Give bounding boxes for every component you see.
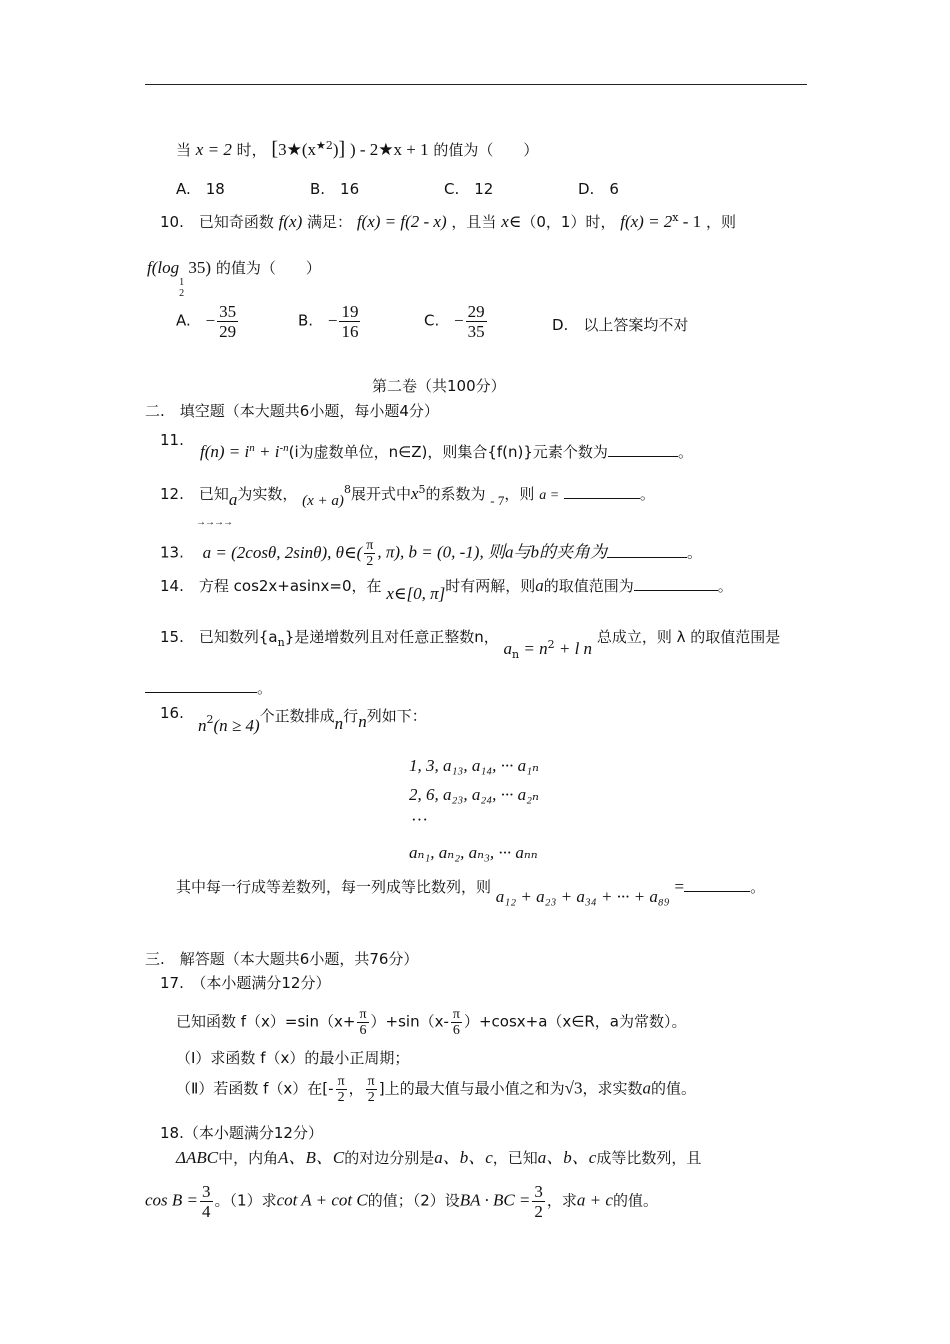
q15-t1: }是递增数列且对任意正整数n， (284, 628, 499, 646)
q18-dot-num: 3 (534, 1182, 543, 1201)
section2-heading: 二. 填空题（本大题共6小题，每小题4分） (145, 402, 439, 420)
q9-when: 时， (236, 141, 267, 159)
q17-frac-2 (451, 1007, 462, 1038)
q18-sides-2: a、b、c (537, 1148, 597, 1167)
q16-matrix-row-3: ··· (411, 810, 428, 829)
q10-option-c (424, 302, 489, 341)
q17-frac-1 (357, 1007, 368, 1038)
q18-l2a: 。（1）求 (214, 1191, 277, 1210)
q18-sides: a、b、c (434, 1148, 493, 1167)
q18-l2b: 的值；（2）设 (367, 1191, 460, 1210)
q10-log: f(log (147, 258, 180, 277)
q16-end: 。 (750, 878, 766, 896)
q10-x-in: x∈ (501, 212, 522, 231)
q10-option-b-num: 19 (341, 302, 359, 321)
q10-option-c-num: 29 (467, 302, 485, 321)
q10-line2-tail: 的值为（ ） (215, 259, 321, 277)
minus-sign: − (205, 310, 216, 330)
q18-l1b: 中，内角 (218, 1149, 279, 1167)
q12-label: 12. 已知 (160, 485, 229, 503)
q18-l1h: 成等比数列，且 (596, 1149, 702, 1167)
q10-option-a-num: 35 (219, 302, 237, 321)
q13-answer-blank[interactable] (607, 557, 687, 558)
q16-stem (198, 706, 427, 736)
q12-coef: - 7 (490, 493, 505, 508)
q18-l1d: 的对边分别是 (344, 1149, 435, 1167)
q10-log-base (179, 277, 184, 299)
q9-expr-right: ) - 2★x + 1 (349, 140, 429, 159)
q14-t2: 的取值范围为 (543, 577, 634, 595)
q10-option-c-frac (466, 302, 487, 341)
q10-option-a (176, 302, 240, 341)
q10-fx: f(x) (278, 212, 303, 231)
q15-eq: = n (519, 639, 548, 658)
q12-t2: 展开式中 (350, 485, 411, 503)
q16-t3: 列如下： (366, 707, 427, 725)
q11-rest: (i为虚数单位，n∈Z)，则集合{f(n)}元素个数为 (288, 443, 608, 461)
q11-answer-blank[interactable] (608, 456, 678, 457)
q12-answer-blank[interactable] (564, 498, 640, 499)
q16-label: 16. (160, 704, 184, 722)
q9-bracket-close: ] (338, 138, 346, 160)
section2-title: 第二卷（共100分） (372, 377, 506, 395)
q14-stem (160, 576, 733, 604)
q13-pi-den: 2 (366, 554, 374, 569)
q18-label: 18.（本小题满分12分） (160, 1124, 323, 1142)
q18-cosb: cos B = (145, 1190, 199, 1210)
q12-x5: x (410, 484, 419, 503)
q9-bracket-open: [ (271, 138, 279, 160)
q10-log-base-num: 1 (179, 277, 185, 288)
q18-apc: a + c (576, 1190, 613, 1210)
q11-end: 。 (677, 443, 693, 461)
q15-t2: 总成立，则 λ 的取值范围是 (596, 628, 781, 646)
q18-dot-frac (532, 1182, 545, 1221)
q10-satisfies: 满足： (307, 213, 353, 231)
q17-p2-frac-2-num: π (367, 1074, 375, 1089)
q9-x-eq: x = 2 (195, 140, 232, 159)
q17-p2a: （Ⅱ）若函数 f（x）在[- (176, 1079, 334, 1098)
q10-option-a-label: A. (176, 311, 191, 330)
q17-frac-1-num: π (359, 1007, 367, 1022)
q10-eq1: f(x) = f(2 - x) (356, 212, 447, 231)
q9-expr-left: 3★(x (278, 140, 316, 159)
q9-lead: 当 (176, 141, 192, 159)
q13-pi-num: π (366, 538, 374, 553)
q18-cos-num: 3 (202, 1182, 211, 1201)
q15-formula (503, 638, 593, 661)
q14-eq: cos2x+asinx=0，在 (233, 577, 382, 595)
q15-line2 (145, 678, 272, 698)
q17-p2-frac-1 (336, 1074, 347, 1105)
q13-label: 13. (160, 543, 184, 562)
q15-end: 。 (257, 679, 273, 697)
q12-t4: ，则 (504, 485, 535, 503)
q15-sub: n (277, 636, 285, 649)
q9-option-b: B. 16 (310, 180, 360, 198)
q15-an: a (503, 639, 513, 658)
q17-a: a (642, 1078, 651, 1098)
q9-expr-sup: ★2 (315, 139, 333, 152)
q10-option-b-label: B. (298, 311, 314, 330)
q13-pi-frac (364, 538, 375, 569)
q14-range: x∈[0, π] (386, 584, 446, 603)
q15-answer-blank[interactable] (145, 692, 257, 693)
q18-triangle: ΔABC (176, 1148, 219, 1167)
q17-frac-1-den: 6 (359, 1023, 367, 1038)
q17-p2-frac-2-den: 2 (367, 1090, 375, 1105)
q10-log-base-den: 2 (179, 288, 185, 299)
q17-frac-2-num: π (452, 1007, 460, 1022)
q9-stem (176, 136, 538, 160)
q15-eq-sup: 2 (547, 638, 555, 651)
q12-a-eq: a = (539, 488, 560, 503)
q10-option-d: D. 以上答案均不对 (552, 316, 689, 334)
q12-stem (160, 480, 655, 511)
q15-stem (160, 627, 780, 665)
q14-label: 14. 方程 (160, 577, 229, 595)
q10-eq2-sup: x (672, 211, 679, 224)
q16-eq: = (674, 877, 685, 896)
q9-paren-close: ) (332, 140, 339, 159)
q16-n2: n (198, 716, 207, 735)
q11-plus: + i (254, 442, 280, 461)
q10-stem (160, 208, 736, 232)
q17-p2c: ]上的最大值与最小值之和为 (378, 1079, 565, 1098)
minus-sign: − (454, 310, 464, 330)
q18-dot-den: 2 (534, 1202, 543, 1221)
q18-l2d: 的值。 (612, 1191, 658, 1210)
q17-part-2 (176, 1074, 696, 1105)
q18-line1 (176, 1148, 701, 1168)
q10-interval: （0，1）时， (521, 213, 616, 231)
q16-matrix-row-1: 1, 3, a₁₃, a₁₄, ··· a₁ₙ (409, 756, 539, 775)
q9-option-c: C. 12 (444, 180, 494, 198)
q9-tail: 的值为（ ） (433, 141, 539, 159)
q16-t1: 个正数排成 (259, 707, 335, 725)
q10-eq2-left: f(x) = 2 (620, 212, 673, 231)
q17-p2-frac-1-den: 2 (337, 1090, 345, 1105)
q16-cond: (n ≥ 4) (213, 716, 260, 735)
q11-sup2: -n (279, 442, 289, 454)
q16-n2-sup: 2 (206, 713, 214, 726)
q15-an-sub: n (512, 648, 520, 661)
q17-p2b: ， (348, 1079, 364, 1098)
q17-sqrt: √3 (564, 1078, 583, 1098)
q9-option-a: A. 18 (176, 180, 225, 198)
q13-stem (160, 538, 702, 569)
q12-x5-sup: 5 (418, 483, 426, 496)
q16-t2: 行 (343, 707, 359, 725)
q10-option-b-den: 16 (341, 322, 359, 341)
q17-t1: 已知函数 f（x）=sin（x+ (176, 1012, 356, 1031)
q12-sup: 8 (343, 483, 351, 496)
q14-a: a (535, 576, 544, 595)
q12-t1: 为实数， (237, 485, 298, 503)
q18-l1f: ，已知 (492, 1149, 538, 1167)
q16-question (176, 877, 765, 907)
q10-then: ，则 (705, 213, 736, 231)
minus-sign: − (327, 310, 338, 330)
q9-option-d: D. 6 (578, 180, 619, 198)
q10-option-c-den: 35 (467, 322, 485, 341)
q10-and-when: ，且当 (451, 213, 497, 231)
q11-label: 11. (160, 431, 184, 449)
q16-n: n (334, 714, 344, 733)
q15-label: 15. 已知数列{a (160, 628, 278, 646)
q10-label: 10. 已知奇函数 (160, 213, 274, 231)
q14-answer-blank[interactable] (634, 590, 718, 591)
q10-option-b-frac (339, 302, 360, 341)
q14-end: 。 (717, 577, 733, 595)
q18-line2 (145, 1182, 658, 1221)
q13-vector-arrows: →→→→ (196, 517, 232, 528)
q17-t2: ）+sin（x- (370, 1012, 449, 1031)
q16-matrix-row-4: aₙ₁, aₙ₂, aₙ₃, ··· aₙₙ (409, 843, 538, 862)
q18-cos-den: 4 (202, 1202, 211, 1221)
q10-option-a-frac (217, 302, 238, 341)
q17-p2-frac-2 (366, 1074, 377, 1105)
q17-p2-frac-1-num: π (337, 1074, 345, 1089)
q15-eq2: + l n (554, 639, 593, 658)
q16-t4: 其中每一行成等差数列，每一列成等比数列，则 (176, 878, 492, 896)
q10-option-c-label: C. (424, 311, 440, 330)
q12-t3: 的系数为 (425, 485, 486, 503)
q10-eq2-right: - 1 (678, 212, 702, 231)
q18-l2c: ，求 (546, 1191, 577, 1210)
q10-log-arg: 35) (184, 258, 212, 277)
q16-answer-blank[interactable] (684, 891, 750, 892)
q17-t3: ）+cosx+a（x∈R，a为常数）。 (463, 1012, 687, 1031)
q12-a: a (228, 490, 238, 509)
q10-option-a-den: 29 (219, 322, 237, 341)
q11-stem (200, 438, 693, 462)
q17-stem (176, 1007, 686, 1038)
q13-expr2: , π), b = (0, -1), 则a与b的夹角为 (377, 542, 607, 562)
q17-label: 17. （本小题满分12分） (160, 974, 331, 992)
q16-sum: a₁₂ + a₂₃ + a₃₄ + ··· + a₈₉ (495, 887, 670, 906)
q18-angles: A、B、C (278, 1148, 345, 1167)
q16-n-2: n (358, 712, 367, 731)
q18-cos-frac (200, 1182, 213, 1221)
q17-frac-2-den: 6 (452, 1023, 460, 1038)
q17-part-1: （Ⅰ）求函数 f（x）的最小正周期； (176, 1049, 410, 1067)
q18-dot: BA · BC = (459, 1190, 531, 1210)
q17-p2d: ，求实数 (582, 1079, 643, 1098)
q14-t: 时有两解，则 (445, 577, 536, 595)
q12-end: 。 (639, 485, 655, 503)
q16-matrix-row-2: 2, 6, a₂₃, a₂₄, ··· a₂ₙ (409, 785, 539, 804)
q11-expr: f(n) = i (200, 442, 250, 461)
q11-sup1: n (249, 442, 255, 454)
q10-line2 (147, 258, 321, 299)
q13-end: 。 (686, 543, 702, 562)
q17-p2e: 的值。 (650, 1079, 696, 1098)
q10-option-b (298, 302, 362, 341)
q18-cot: cot A + cot C (276, 1190, 368, 1210)
section3-heading: 三. 解答题（本大题共6小题，共76分） (145, 950, 419, 968)
q13-expr: a = (2cosθ, 2sinθ), θ∈( (202, 542, 363, 562)
header-rule (145, 84, 807, 85)
q12-expr: (x + a) (302, 493, 344, 509)
